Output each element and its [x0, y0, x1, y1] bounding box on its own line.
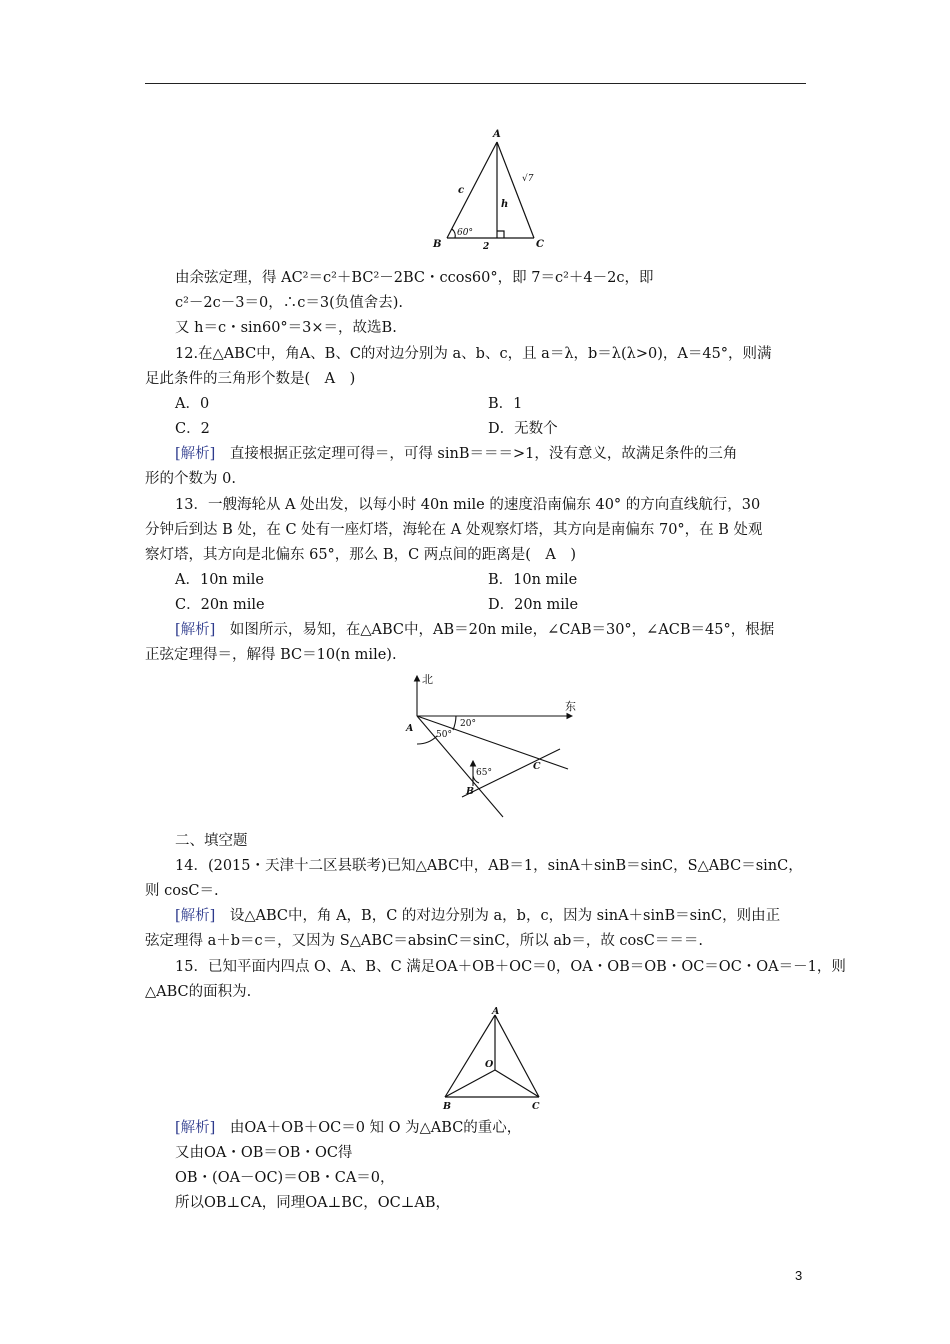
fig2-label-a: A [406, 723, 414, 734]
fig3-label-b: B [443, 1101, 452, 1112]
section-fill-in-heading: 二、填空题 [175, 833, 248, 849]
fig2-label-c: C [533, 761, 541, 772]
fig1-angle-60: 60° [457, 228, 473, 238]
fig2-label-b: B [466, 786, 475, 797]
q13-option-c: C．20n mile [175, 597, 265, 613]
q13-option-a: A．10n mile [175, 572, 264, 588]
q14-analysis [175, 906, 780, 926]
label-east: 东 [565, 700, 576, 713]
question-12-line-1: 12.在△ABC中，角A、B、C的对边分别为 a、b、c，且 a＝λ，b＝λ(λ>0)，A＝45°，则满 [175, 346, 772, 362]
bearing-figure [400, 670, 590, 825]
q12-analysis [175, 444, 737, 464]
fig1-base-2: 2 [483, 242, 490, 252]
q13-option-b: B．10n mile [488, 572, 578, 588]
q12-option-c: C．2 [175, 421, 210, 437]
header-rule [145, 83, 806, 84]
fig1-label-b: B [433, 239, 442, 250]
q12-option-d: D．无数个 [488, 421, 558, 437]
q15-analysis-line-4: 所以OB⊥CA，同理OA⊥BC，OC⊥AB， [175, 1195, 451, 1211]
label-north: 北 [422, 673, 433, 686]
q15-analysis-text: 由OA＋OB＋OC＝0 知 O 为△ABC的重心， [215, 1120, 522, 1136]
question-13-line-3: 察灯塔，其方向是北偏东 65°，那么 B，C 两点间的距离是( A ) [145, 547, 577, 563]
text-line-3: 又 h＝c・sin60°＝3×＝，故选B. [175, 320, 397, 336]
question-14-line-2: 则 cosC＝. [145, 883, 219, 899]
analysis-tag: [解析] [175, 446, 216, 462]
question-12-line-2: 足此条件的三角形个数是( A ) [145, 371, 356, 387]
page-number: 3 [795, 1268, 803, 1283]
q15-analysis-line-3: OB・(OA－OC)＝OB・CA＝0， [175, 1170, 395, 1186]
q13-analysis-text: 如图所示，易知，在△ABC中，AB＝20n mile，∠CAB＝30°，∠ACB＝45°，根据 [215, 622, 775, 638]
q14-analysis-line-2: 弦定理得 a＋b＝c＝，又因为 S△ABC＝absinC＝sinC，所以 ab＝，故 cosC＝＝＝. [145, 933, 703, 949]
angle-50: 50° [436, 730, 452, 740]
angle-65: 65° [476, 768, 492, 778]
fig1-label-a: A [493, 129, 501, 140]
fig1-side-sqrt7: √7 [522, 174, 534, 184]
fig3-label-a: A [492, 1006, 500, 1017]
fig1-height-h: h [501, 199, 509, 210]
q14-analysis-text: 设△ABC中，角 A，B，C 的对边分别为 a，b，c，因为 sinA＋sinB＝sinC，则由正 [215, 908, 781, 924]
question-14-line-1: 14．(2015・天津十二区县联考)已知△ABC中，AB＝1，sinA＋sinB＝sinC，S△ABC＝sinC， [175, 858, 803, 874]
q13-analysis [175, 620, 774, 640]
fig3-label-o: O [485, 1059, 494, 1070]
q15-analysis-line-2: 又由OA・OB＝OB・OC得 [175, 1145, 353, 1161]
analysis-tag: [解析] [175, 908, 216, 924]
fig1-side-c: c [458, 185, 465, 196]
fig1-label-c: C [536, 239, 544, 250]
question-13-line-1: 13．一艘海轮从 A 处出发，以每小时 40n mile 的速度沿南偏东 40° 的方向直线航行，30 [175, 497, 761, 513]
question-13-line-2: 分钟后到达 B 处，在 C 处有一座灯塔，海轮在 A 处观察灯塔，其方向是南偏东 70°，在 B 处观 [145, 522, 763, 538]
q13-analysis-line-2: 正弦定理得＝，解得 BC＝10(n mile). [145, 647, 397, 663]
text-line-1: 由余弦定理，得 AC²＝c²＋BC²－2BC・ccos60°，即 7＝c²＋4－2c，即 [175, 270, 654, 286]
triangle-height-figure [425, 125, 550, 255]
q12-option-a: A．0 [175, 396, 210, 412]
analysis-tag: [解析] [175, 622, 216, 638]
question-15-line-2: △ABC的面积为. [145, 984, 252, 1000]
analysis-tag: [解析] [175, 1120, 216, 1136]
q12-option-b: B．1 [488, 396, 523, 412]
question-15-line-1: 15．已知平面内四点 O、A、B、C 满足OA＋OB＋OC＝0，OA・OB＝OB・OC＝OC・OA＝－1，则 [175, 959, 846, 975]
text-line-2: c²－2c－3＝0，∴c＝3(负值舍去). [175, 295, 403, 311]
q15-analysis [175, 1118, 521, 1138]
angle-20: 20° [460, 719, 476, 729]
q13-option-d: D．20n mile [488, 597, 579, 613]
q12-analysis-text: 直接根据正弦定理可得＝，可得 sinB＝＝＝>1，没有意义，故满足条件的三角 [215, 446, 738, 462]
fig3-label-c: C [532, 1101, 540, 1112]
centroid-triangle-figure [435, 1005, 550, 1113]
q12-analysis-line-2: 形的个数为 0. [145, 471, 236, 487]
